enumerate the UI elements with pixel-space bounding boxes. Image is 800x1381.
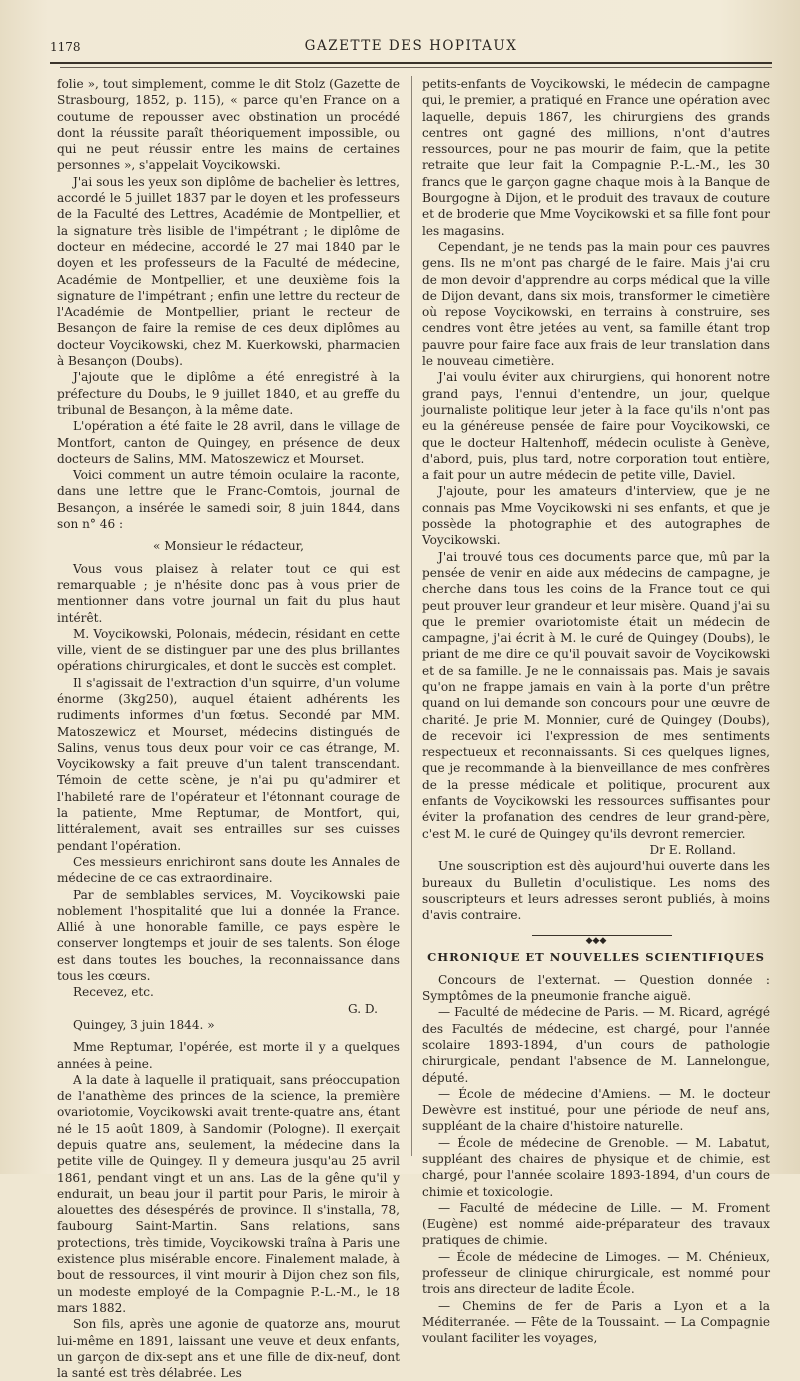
paragraph: J'ai trouvé tous ces documents parce que, mû par la pensée de venir en aide aux médecins de campagne, je cherche dans tous les coins de la France tout ce qui peut prouver leur grandeur et leur misère. Quand j'ai su que le premier ovariotomiste était un médecin de campagne, j'ai écrit à M. le curé de Quingey (Doubs), le priant de me dire ce qu'il pouvait savoir de Voycikowski et de sa famille. Je ne le connaissais pas. Mais je savais qu'on ne frappe jamais en vain à la porte d'un prêtre quand on lui demande son concours pour une œuvre de charité. Je prie M. Monnier, curé de Quingey (Doubs), de recevoir ici l'expression de mes sentiments respectueux et reconnaissants. Si ces quelques lignes, que je recommande à la bienveillance de mes confrères de la presse médicale et politique, procurent aux enfants de Voycikowski les ressources suffisantes pour éviter la profanation des cendres de leur grand-père, c'est M. le curé de Quingey qu'ils devront remercier. [422, 549, 770, 841]
paragraph: Ces messieurs enrichiront sans doute les Annales de médecine de ce cas extraordinaire. [57, 854, 400, 886]
paragraph: J'ajoute que le diplôme a été enregistré à la préfecture du Doubs, le 9 juillet 1840, et au greffe du tribunal de Besançon, à la même date. [57, 370, 400, 417]
paragraph: Une souscription est dès aujourd'hui ouverte dans les bureaux du Bulletin d'oculistique. Les noms des souscripteurs et leurs adresses seront publiés, à moins d'avis contraire. [422, 859, 770, 923]
page-number: 1178 [50, 40, 81, 54]
paragraph: L'opération a été faite le 28 avril, dans le village de Montfort, canton de Quingey, en présence de deux docteurs de Salins, MM. Matoszewicz et Mourset. [57, 419, 400, 466]
news-item: — École de médecine de Limoges. — M. Chénieux, professeur de clinique chirurgicale, est nommé pour trois ans directeur de ladite École. [422, 1249, 770, 1297]
column-divider [411, 76, 412, 1156]
article-signature: Dr E. Rolland. [649, 842, 736, 857]
news-item: Concours de l'externat. — Question donnée : Symptômes de la pneumonie franche aiguë. [422, 972, 770, 1004]
letter-signature: G. D. [347, 1001, 378, 1016]
paragraph: Recevez, etc. [73, 985, 154, 1000]
page-header [50, 38, 772, 60]
paragraph: A la date à laquelle il pratiquait, sans préoccupation de l'anathème des princes de la science, la première ovariotomie, Voycikowski avait trente-quatre ans, étant né le 15 août 1809, à Sandomir (Pologne). Il exerçait depuis quatre ans, seulement, la médecine dans la petite ville de Quingey. Il y demeura jusqu'au 25 avril 1861, pendant vingt et un ans. Las de la gêne qu'il y endurait, un beau jour il partit pour Paris, le miroir à alouettes des désespérés de province. Il s'installa, 78, faubourg Saint-Martin. Sans relations, sans protections, très timide, Voycikowski traîna à Paris une existence plus misérable encore. Finalement malade, à bout de ressources, il vint mourir à Dijon chez son fils, un modeste employé de la Compagnie P.-L.-M., le 18 mars 1882. [57, 1072, 400, 1315]
news-item: — École de médecine de Grenoble. — M. Labatut, suppléant des chaires de physique et de chimie, est chargé, pour l'année scolaire 1893-1894, d'un cours de chimie et toxicologie. [422, 1135, 770, 1199]
paragraph: J'ai voulu éviter aux chirurgiens, qui honorent notre grand pays, l'ennui d'entendre, un jour, quelque journaliste politique leur jeter à la face qu'ils n'ont pas eu la généreuse pensée de faire pour Voycikowski, ce que le docteur Haltenhoff, médecin oculiste à Genève, d'abord, puis, plus tard, notre corporation tout entière, a fait pour un autre médecin de petite ville, Daviel. [422, 370, 770, 483]
paragraph: Voici comment un autre témoin oculaire la raconte, dans une lettre que le Franc-Comtois, journal de Besançon, a insérée le samedi soir, 8 juin 1844, dans son n° 46 : [57, 468, 400, 532]
paragraph: M. Voycikowski, Polonais, médecin, résidant en cette ville, vient de se distinguer par une des plus brillantes opérations chirurgicales, et dont le succès est complet. [57, 626, 400, 674]
paragraph: Par de semblables services, M. Voycikowski paie noblement l'hospitalité que lui a donnée la France. Allié à une honorable famille, ce pays espère le conserver longtemps et jouir de ses talents. Son éloge est dans toutes les bouches, la reconnaissance dans tous les cœurs. [57, 887, 400, 984]
header-rule-thin [60, 67, 772, 68]
paragraph: J'ai sous les yeux son diplôme de bachelier ès lettres, accordé le 5 juillet 1837 par le doyen et les professeurs de la Faculté des Lettres, Académie de Montpellier, et la signature très lisible de l'impétrant ; le diplôme de docteur en médecine, accordé le 27 mai 1840 par le doyen et les professeurs de la Faculté de médecine, Académie de Montpellier, et une deuxième fois la signature de l'impétrant ; enfin une lettre du recteur de l'Académie de Montpellier, priant le recteur de Besançon de faire la remise de ces deux diplômes au docteur Voycikowski, chez M. Kuerkowski, pharmacien à Besançon (Doubs). [57, 174, 400, 369]
news-item: — Chemins de fer de Paris a Lyon et a la Méditerranée. — Fête de la Toussaint. — La Compagnie voulant faciliter les voyages, [422, 1298, 770, 1346]
paragraph: Vous vous plaisez à relater tout ce qui est remarquable ; je n'hésite donc pas à vous prier de mentionner dans votre journal un fait du plus haut intérêt. [57, 561, 400, 625]
paragraph: Mme Reptumar, l'opérée, est morte il y a quelques années à peine. [57, 1040, 400, 1071]
section-ornament: ◆◆◆ [422, 931, 770, 939]
paragraph: folie », tout simplement, comme le dit Stolz (Gazette de Strasbourg, 1852, p. 115), « parce qu'en France on a coutume de repousser avec obstination un procédé dont la réussite paraît théoriquement impossible, ou qui ne peut réussir entre les mains de certaines personnes », s'appelait Voycikowski. [57, 77, 400, 173]
paragraph: Cependant, je ne tends pas la main pour ces pauvres gens. Ils ne m'ont pas chargé de le faire. Mais j'ai cru de mon devoir d'apprendre au corps médical que la ville de Dijon devant, dans six mois, transformer le cimetière où repose Voycikowski, en terrains à construire, ses cendres vont être jetées au vent, sa famille étant trop pauvre pour faire face aux frais de leur translation dans le nouveau cimetière. [422, 239, 770, 369]
news-item: — École de médecine d'Amiens. — M. le docteur Dewèvre est institué, pour une période de neuf ans, suppléant de la chaire d'histoire naturelle. [422, 1086, 770, 1134]
letter-salutation: « Monsieur le rédacteur, [153, 539, 304, 554]
news-item: — Faculté de médecine de Lille. — M. Froment (Eugène) est nommé aide-préparateur des travaux pratiques de chimie. [422, 1200, 770, 1248]
section-heading: CHRONIQUE ET NOUVELLES SCIENTIFIQUES [427, 950, 765, 965]
news-item: — Faculté de médecine de Paris. — M. Ricard, agrégé des Facultés de médecine, est chargé, pour l'année scolaire 1893-1894, d'un cours de pathologie chirurgicale, pendant l'absence de M. Lannelongue, député. [422, 1005, 770, 1085]
header-rule [50, 62, 772, 64]
paragraph: Il s'agissait de l'extraction d'un squirre, d'un volume énorme (3kg250), auquel étaient adhérents les rudiments informes d'un fœtus. Secondé par MM. Matoszewicz et Mourset, médecins distingués de Salins, venus tous deux pour voir ce cas étrange, M. Voycikowsky a fait preuve d'un talent transcendant. Témoin de cette scène, je n'ai pu qu'admirer et l'habileté rare de l'opérateur et l'étonnant courage de la patiente, Mme Reptumar, de Montfort, qui, littéralement, avait ses entrailles sur ses cuisses pendant l'opération. [57, 675, 400, 853]
letter-place-date: Quingey, 3 juin 1844. » [73, 1017, 215, 1032]
paragraph: J'ajoute, pour les amateurs d'interview, que je ne connais pas Mme Voycikowski ni ses enfants, et que je possède la photographie et des autographes de Voycikowski. [422, 484, 770, 548]
right-column [422, 76, 770, 1347]
paragraph: Son fils, après une agonie de quatorze ans, mourut lui-même en 1891, laissant une veuve et deux enfants, un garçon de dix-sept ans et une fille de dix-neuf, dont la santé est très délabrée. Les [57, 1317, 400, 1381]
running-title: GAZETTE DES HOPITAUX [304, 38, 518, 54]
paragraph: petits-enfants de Voycikowski, le médecin de campagne qui, le premier, a pratiqué en France une opération avec laquelle, depuis 1867, les chirurgiens des grands centres ont gagné des millions, n'ont d'autres ressources, pour ne pas mourir de faim, que la petite retraite que leur fait la Compagnie P.-L.-M., les 30 francs que le garçon gagne chaque mois à la Banque de Bourgogne à Dijon, et le produit des travaux de couture et de broderie que Mme Voycikowski et sa fille font pour les magasins. [422, 77, 770, 238]
left-column [57, 76, 400, 1381]
